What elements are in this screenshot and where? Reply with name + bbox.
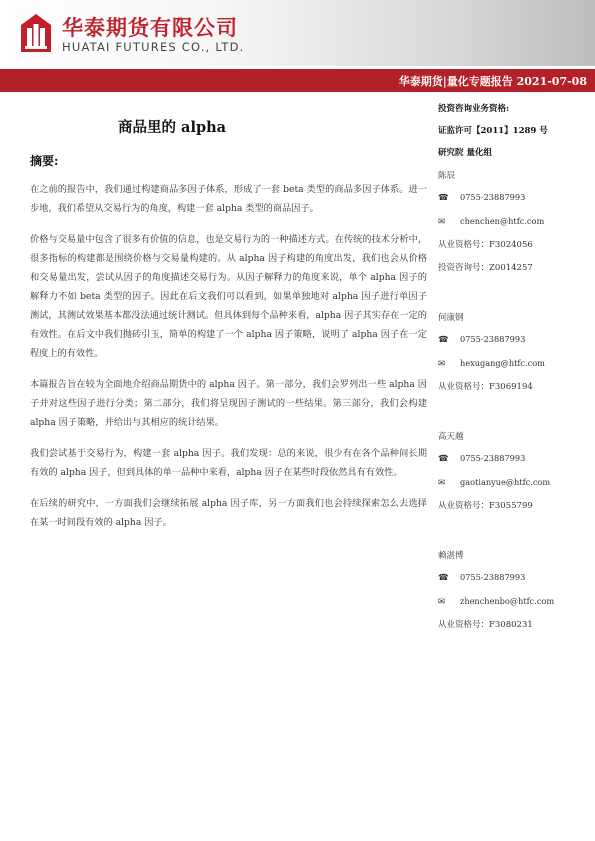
qualification-heading: 投资咨询业务资格: xyxy=(438,104,510,114)
analyst-name: 陈辰 xyxy=(438,171,456,181)
analyst-sidebar xyxy=(438,98,588,637)
phone-icon: ☎ xyxy=(438,454,449,464)
analyst-card xyxy=(438,427,588,518)
huatai-logo-icon xyxy=(20,13,52,53)
phone-icon: ☎ xyxy=(438,335,449,345)
abstract-paragraph: 价格与交易量中包含了很多有价值的信息，也是交易行为的一种描述方式。在传统的技术分析中，很多指标的构建都是围绕价格与交易量构建的。从 alpha 因子构建的角度出发，我们也会从价格和交易量出发，尝试从因子的角度描述交易行为。从因子解释力的角度来说，单个 alpha 因子的解释力不如 beta 类型的因子。因此在后文我们可以看到，如果单独地对 alpha 因子进行单因子测试，其测试效果基本都没法通过统计测试。但具体到每个品种来看，alpha 因子其实存在一定的有效性。在后文中我们抛砖引玉，简单的构建了一个 alpha 因子策略，说明了 alpha 因子在一定程度上的有效性。 xyxy=(30,234,427,359)
analyst-email[interactable]: hexugang@htfc.com xyxy=(460,358,545,368)
analyst-name: 高天越 xyxy=(438,432,464,442)
analyst-phone: 0755-23887993 xyxy=(460,572,526,582)
abstract-paragraph: 在后续的研究中，一方面我们会继续拓展 alpha 因子库，另一方面我们也会持续探索怎么去选择在某一时间段有效的 alpha 因子。 xyxy=(30,498,427,528)
abstract-heading: 摘要: xyxy=(30,154,59,168)
analyst-phone: 0755-23887993 xyxy=(460,334,526,344)
abstract-paragraph: 在之前的报告中，我们通过构建商品多因子体系，形成了一套 beta 类型的商品多因子体系。进一步地，我们希望从交易行为的角度，构建一套 alpha 类型的商品因子。 xyxy=(30,184,427,214)
analyst-name: 何康钢 xyxy=(438,313,464,323)
license-number: 证监许可【2011】1289 号 xyxy=(438,126,548,136)
analyst-card xyxy=(438,546,588,637)
analyst-qualification: 从业资格号：F3069194 xyxy=(438,382,533,392)
page-header xyxy=(0,0,595,66)
analyst-card xyxy=(438,166,588,280)
analyst-qualification: 从业资格号：F3024056 xyxy=(438,240,533,250)
analyst-advisory-number: 投资咨询号：Z0014257 xyxy=(438,263,533,273)
email-icon: ✉ xyxy=(438,217,446,227)
banner-text: 华泰期货|量化专题报告 2021-07-08 xyxy=(398,75,587,88)
company-name-en: HUATAI FUTURES CO., LTD. xyxy=(62,40,245,54)
analyst-phone: 0755-23887993 xyxy=(460,453,526,463)
report-title: 商品里的 alpha xyxy=(118,119,227,136)
abstract-paragraph: 本篇报告旨在较为全面地介绍商品期货中的 alpha 因子。第一部分，我们会罗列出一些 alpha 因子并对这些因子进行分类；第二部分，我们将呈现因子测试的一些结果。第三部分，我们会构建 alpha 因子策略，并给出与其相应的统计结果。 xyxy=(30,379,427,428)
email-icon: ✉ xyxy=(438,359,446,369)
analyst-qualification: 从业资格号：F3080231 xyxy=(438,620,533,630)
abstract-paragraph: 我们尝试基于交易行为，构建一套 alpha 因子。我们发现：总的来说，很少有在各个品种间长期有效的 alpha 因子，但到具体的单一品种中来看，alpha 因子在某些时段依然具有有效性。 xyxy=(30,448,427,478)
company-name-cn: 华泰期货有限公司 xyxy=(62,16,238,40)
abstract-body xyxy=(30,180,427,544)
analyst-email[interactable]: zhenchenbo@htfc.com xyxy=(460,596,555,606)
research-dept: 研究院 量化组 xyxy=(438,148,492,158)
email-icon: ✉ xyxy=(438,597,446,607)
analyst-email[interactable]: chenchen@htfc.com xyxy=(460,216,545,226)
report-banner xyxy=(0,69,595,92)
analyst-phone: 0755-23887993 xyxy=(460,192,526,202)
analyst-qualification: 从业资格号：F3055799 xyxy=(438,501,533,511)
phone-icon: ☎ xyxy=(438,193,449,203)
email-icon: ✉ xyxy=(438,478,446,488)
analyst-email[interactable]: gaotianyue@htfc.com xyxy=(460,477,551,487)
analyst-card xyxy=(438,308,588,399)
phone-icon: ☎ xyxy=(438,573,449,583)
analyst-name: 赖湛博 xyxy=(438,551,464,561)
